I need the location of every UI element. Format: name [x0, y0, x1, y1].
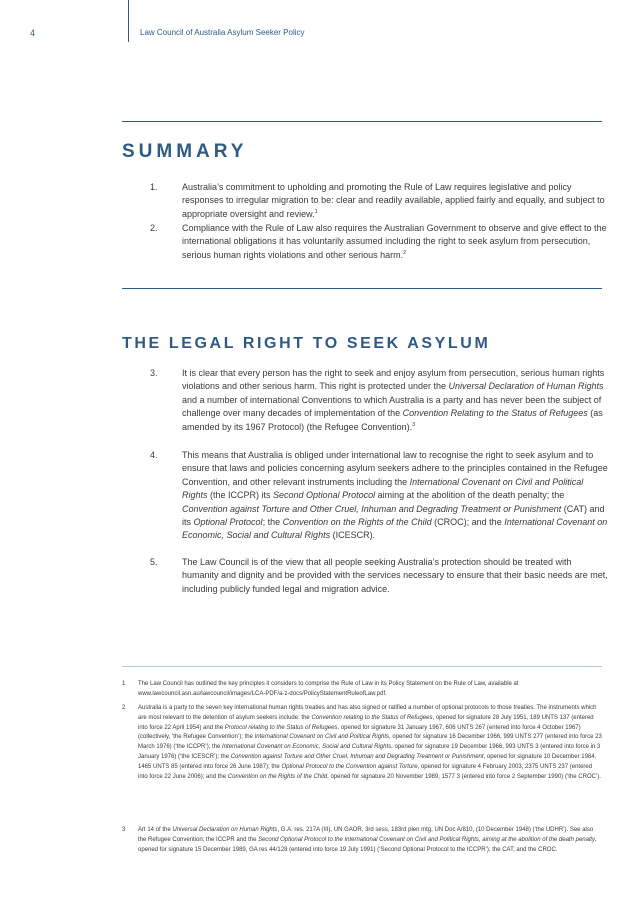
text-segment: (as amended by its 1967 Protocol) (the Refugee Convention).: [182, 408, 603, 432]
footnote-number: 1: [122, 681, 126, 687]
paragraph-text: [182, 181, 610, 221]
footnote-text: [138, 826, 602, 855]
text-segment: , G.A. res. 217A (III), UN GAOR, 3rd sess, 183rd plen mtg, UN Doc A/810, (10 December 1948) (‘the UDHR’). See also the Refugee Convention; the ICCPR and the: [138, 827, 594, 843]
paragraph-number: 3.: [150, 368, 158, 378]
text-segment: It is clear that every person has the right to seek and enjoy asylum from persecution, serious human rights violations and other serious harm. This right is protected under the: [182, 368, 605, 392]
text-segment: aiming at the abolition of the death penalty; the: [375, 490, 565, 501]
paragraph-text: [182, 556, 610, 596]
text-segment: Convention against Torture and Other Cruel, Inhuman and Degrading Treatment or Punishment: [230, 753, 484, 760]
footnote-divider: [122, 666, 602, 667]
text-segment: (CROC); and the: [431, 517, 505, 528]
paragraph-number: 5.: [150, 557, 158, 567]
text-segment: Universal Declaration on Human Rights: [172, 827, 278, 833]
text-segment: , opened for signature 10 December 1984, 1465 UNTS 85 (entered into force 26 June 1987); the: [138, 753, 597, 770]
paragraph-number: 4.: [150, 450, 158, 460]
paragraph-number: 2.: [150, 223, 158, 233]
text-segment: (the ICCPR) its: [207, 490, 274, 501]
section-title-summary: SUMMARY: [122, 141, 248, 162]
text-segment: The Law Council has outlined the key principles it considers to comprise the Rule of Law in its Policy Statement on the Rule of Law, available at www.lawcouncil.asn.au/lawcouncil/images/LCA-PDF/a-z-docs/PolicyStatementRuleofLaw.pdf.: [138, 681, 519, 697]
text-segment: The Law Council is of the view that all people seeking Australia’s protection should be treated with humanity and dignity and be provided with the services necessary to ensure that their basic needs are met, including publicly funded legal and migration advice.: [182, 557, 608, 594]
footnote-ref[interactable]: 3: [412, 421, 416, 428]
text-segment: Australia’s commitment to upholding and promoting the Rule of Law requires legislative and policy responses to irregular migration to be: clear and readily available, applied fairly and equally, and subject to appropriate oversight and review.: [182, 182, 605, 219]
text-segment: Australia is a party to the seven key international human rights treaties and has also signed or ratified a number of optional protocols to those treaties. The instruments which are most relevant to the detention of asylum seekers include: the: [138, 705, 597, 721]
text-segment: Convention relating to the Status of Refugees: [311, 714, 433, 721]
text-segment: Optional Protocol to the Convention against Torture: [281, 763, 418, 770]
text-segment: , opened for signature 16 December 1966, 999 UNTS 277 (entered into force 23 March 1976) (‘the ICCPR’); the: [138, 734, 602, 751]
paragraph-text: [182, 449, 610, 543]
text-segment: , opened for signature 20 November 1989, 1577 3 (entered into force 2 September 1990) (‘the CROC’).: [327, 773, 601, 780]
text-segment: ; the: [262, 517, 283, 528]
text-segment: , opened for signature 19 December 1966, 993 UNTS 3 (entered into force in 3 January 1976) (‘the ICESCR’); the: [138, 744, 601, 760]
footnote-text: [138, 704, 602, 782]
text-segment: International Covenant on Civil and Political Rights: [182, 476, 584, 501]
running-header-title: Law Council of Australia Asylum Seeker Policy: [140, 28, 305, 37]
text-segment: , opened for signature 4 February 2003, 2375 UNTS 237 (entered into force 22 June 2006); and the: [138, 763, 593, 780]
header-divider: [128, 0, 129, 42]
text-segment: Convention Relating to the Status of Refugees: [402, 408, 588, 419]
text-segment: This means that Australia is obliged under international law to recognise the right to seek asylum and to ensure that laws and policies concerning asylum seekers adhere to the principles contained in the Refugee Convention, and other relevant instruments including the: [182, 450, 608, 487]
paragraph-number: 1.: [150, 182, 158, 192]
footnote-ref[interactable]: 2: [403, 249, 407, 256]
text-segment: and a number of international Conventions to which Australia is a party and has never been the subject of challenge over many decades of implementation of the: [182, 394, 602, 419]
text-segment: International Covenant on Civil and Political Rights: [254, 734, 390, 741]
text-segment: Convention on the Rights of the Child: [282, 517, 432, 528]
text-segment: International Covenant on Economic, Social and Cultural Rights: [182, 517, 608, 541]
text-segment: Second Optional Protocol to the International Covenant on Civil and Political Rights, aiming at the abolition of the death penalty: [258, 836, 595, 843]
text-segment: International Covenant on Economic, Social and Cultural Rights: [222, 744, 392, 751]
text-segment: Universal Declaration of Human Rights: [448, 381, 604, 392]
summary-bottom-rule: [122, 288, 602, 289]
text-segment: (ICESCR).: [330, 530, 376, 541]
text-segment: , opened for signature 28 July 1951, 189 UNTS 137 (entered into force 22 April 1954) and the: [138, 714, 594, 731]
footnote-number: 2: [122, 705, 126, 711]
summary-top-rule: [122, 121, 602, 122]
text-segment: Compliance with the Rule of Law also requires the Australian Government to observe and give effect to the international obligations it has voluntarily assumed including the right to seek asylum from persecution, serious human rights violations and other serious harm.: [182, 223, 607, 260]
section-title-legal-right: THE LEGAL RIGHT TO SEEK ASYLUM: [122, 335, 491, 352]
text-segment: Second Optional Protocol: [273, 490, 376, 501]
text-segment: Convention against Torture and Other Cruel, Inhuman and Degrading Treatment or Punishment: [182, 503, 562, 514]
text-segment: Optional Protocol: [193, 517, 263, 528]
page-number: 4: [30, 28, 36, 38]
text-segment: Protocol relating to the Status of Refugees: [224, 724, 338, 731]
text-segment: Convention on the Rights of the Child: [227, 773, 328, 780]
footnote-ref[interactable]: 1: [314, 208, 318, 215]
text-segment: , opened for signature 31 January 1967, 606 UNTS 267 (entered into force 4 October 1967) (collectively, ‘the Refugee Convention’); the: [138, 724, 581, 741]
text-segment: (CAT) and its: [182, 503, 605, 528]
paragraph-text: [182, 367, 610, 434]
text-segment: Art 14 of the: [138, 827, 173, 833]
footnote-text: [138, 680, 602, 700]
paragraph-text: [182, 222, 610, 262]
footnote-number: 3: [122, 827, 126, 833]
text-segment: , opened for signature 15 December 1989, GA res 44/128 (entered into force 19 July 1991) (‘Second Optional Protocol to the ICCPR’); the CAT; and the CROC.: [138, 836, 597, 853]
